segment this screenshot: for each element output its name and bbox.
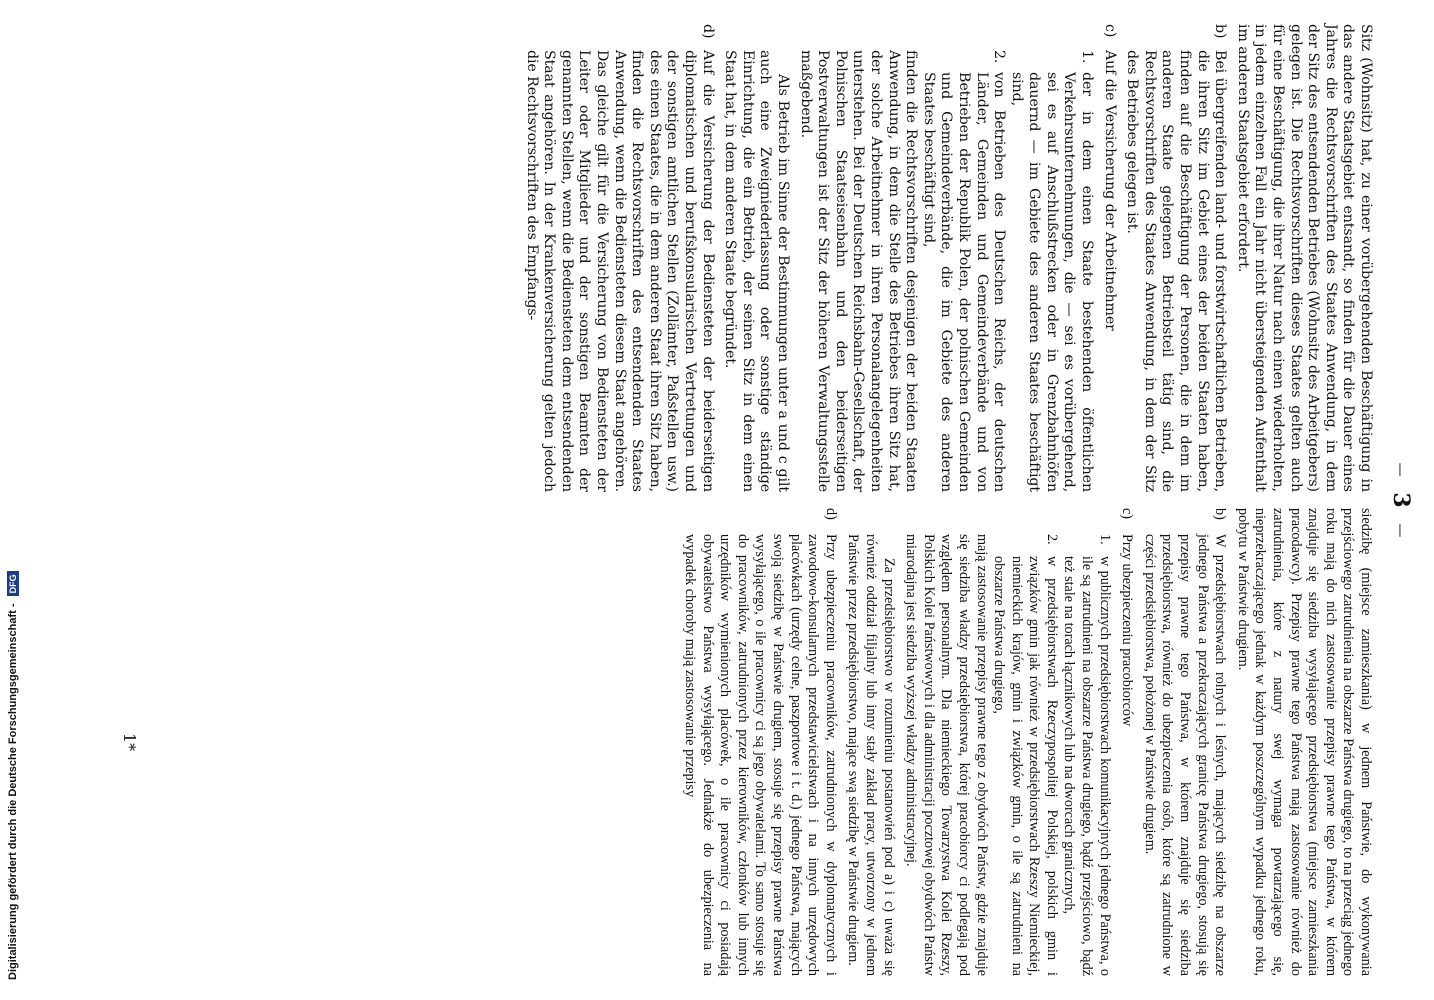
page-number	[1388, 0, 1414, 1000]
german-c2-mark: 2.	[991, 50, 1008, 64]
polish-column	[675, 508, 1374, 976]
page-number-dash-right: —	[1392, 523, 1408, 538]
polish-section-c-text: Przy ubezpieczeniu pracobiorców	[1119, 534, 1136, 727]
digitization-footer-line	[7, 571, 19, 980]
german-section-c-item-1	[1007, 50, 1095, 492]
german-section-b-text: Bei übergreifenden land- und forstwirtschaftlichen Betrieben, die ihren Sitz im Gebiet eines der beiden Staaten haben, finden auf die Beschäftigung der Personen, die in dem im anderen Staate gelegenen Betriebsteil tätig sind, die Rechtsvorschriften des Staates Anwendung, in dem der Sitz des Betriebes gelegen ist.	[1124, 50, 1229, 492]
german-c2-text: von Betrieben des Deutschen Reichs, der deutschen Länder, Gemeinden und Gemeindeverbände und von Betrieben der Republik Polen, der polnischen Gemeinden und Gemeindeverbände, die im Gebiete des anderen Staates beschäftigt sind,	[920, 72, 1008, 492]
polish-section-c-item-1	[1060, 534, 1113, 976]
polish-c1-mark: 1.	[1096, 534, 1113, 545]
german-section-b-mark: b)	[1212, 24, 1229, 39]
german-section-c-note: Als Betrieb im Sinne der Bestimmungen unter a und c gilt auch eine Zweigniederlassung oder sonstige ständige Einrichtung, die ein Betrieb, der seinen Sitz in dem einen Staat hat, in dem anderen Staate begründet.	[722, 50, 791, 492]
german-column	[517, 24, 1374, 492]
polish-section-d	[680, 508, 838, 976]
page-number-dash-left: —	[1392, 462, 1408, 477]
signature-mark: 1*	[120, 732, 139, 752]
polish-intro-paragraph: siedzibę (miejsce zamieszkania) w jednem Państwie, do wykonywania przejściowego zatrudnienia na obszarze Państwa drugiego, to na przeciąg jednego roku mają do nich zastosowanie przepisy prawne tego Państwa, w którem znajduje się siedziba wysyłającego przedsiębiorstwa (miejsce zamieszkania pracodawcy). Przepisy prawne tego Państwa mają zastosowanie również do zatrudnienia, które z natury swej wymaga powtarzającego się, nieprzekraczającego jednak w każdym poszczególnym wypadku jednego roku, pobytu w Państwie drugiem.	[1234, 508, 1374, 976]
polish-section-c-mark: c)	[1119, 508, 1136, 520]
german-intro-paragraph: Sitz (Wohnsitz) hat, zu einer vorübergehenden Beschäftigung in das andere Staatsgebiet entsandt, so finden für die Dauer eines Jahres die Rechtsvorschriften des Staates Anwendung, in dem der Sitz des entsendenden Betriebes (Wohnsitz des Arbeitgebers) gelegen ist. Die Rechtsvorschriften dieses Staates gelten auch für eine Beschäftigung, die ihrer Natur nach einen wiederholten, in jedem einzelnen Fall ein Jahr nicht übersteigenden Aufenthalt im anderen Staatsgebiet erfordert.	[1234, 24, 1374, 492]
german-section-c-continuation: finden die Rechtsvorschriften desjenigen der beiden Staaten Anwendung, in dem die Stelle des Betriebes ihren Sitz hat, der solche Arbeitnehmer in ihren Personalangelegenheiten unterstehen. Bei der Deutschen Reichsbahn-Gesellschaft, der Polnischen Staatseisenbahn und den beiderseitigen Postverwaltungen ist der Sitz der höheren Verwaltungsstelle maßgebend.	[797, 50, 920, 492]
polish-section-d-mark: d)	[822, 508, 839, 520]
german-section-d-text: Auf die Versicherung der Bediensteten der beiderseitigen diplomatischen und berufskonsularischen Vertretungen und der sonstigen amtlichen Stellen (Zollämter, Paßstellen usw.) des einen Staates, die in dem anderen Staat ihren Sitz haben, finden die Rechtsvorschriften des entsendenden Staates Anwendung, wenn die Bediensteten diesem Staat angehören. Das gleiche gilt für die Versicherung von Bediensteten der Leiter oder Mitglieder und der sonstigen Beamten der genannten Stellen, wenn die Bediensteten dem entsendenden Staat angehören. In der Krankenversicherung gelten jedoch die Rechtsvorschriften des Empfangs-	[523, 50, 716, 492]
polish-c1-text: w publicznych przedsiębiorstwach komunikacyjnych jednego Państwa, o ile są zatrudnieni na obszarze Państwa drugiego, bądź przejściowo, bądź też stale na torach łącznikowych lub na dworcach granicznych,	[1061, 556, 1113, 976]
polish-section-c-note: Za przedsiębiorstwo w rozumieniu postanowień pod a) i c) uważa się również oddział filjalny lub inny stały zakład pracy, utworzony w jednem Państwie przez przedsiębiorstwo, mające swą siedzibę w Państwie drugiem.	[845, 534, 897, 976]
german-section-b	[1123, 24, 1229, 492]
polish-section-b-text: W przedsiębiorstwach rolnych i leśnych, mających siedzibę na obszarze jednego Państwa a przekraczających granicę Państwa drugiego, stosują się przepisy prawne tego Państwa, w którem znajduje się siedziba przedsiębiorstwa, również do ubezpieczenia osób, które są zatrudnione w części przedsiębiorstwa, położonej w Państwie drugiem.	[1141, 534, 1229, 976]
polish-section-b-mark: b)	[1212, 508, 1229, 520]
german-section-c-item-2	[919, 50, 1007, 492]
page-number-value: 3	[1388, 492, 1414, 508]
german-c1-text: der in dem einen Staate bestehenden öffentlichen Verkehrsunternehmungen, die — sei es vorübergehend, sei es auf Anschlußstrecken oder in Grenzbahnhöfen dauernd — im Gebiete des anderen Staates beschäftigt sind,	[1008, 72, 1096, 492]
polish-section-c-item-2	[990, 534, 1060, 976]
polish-section-c	[1118, 508, 1136, 976]
german-section-c-mark: c)	[1101, 24, 1118, 38]
german-section-d	[522, 24, 716, 492]
digitization-footer-text: Digitalisierung gefördert durch die Deutsche Forschungsgemeinschaft -	[6, 603, 19, 980]
polish-section-c-continuation: mają zastosowanie przepisy prawne tego z obydwóch Państw, gdzie znajduje się siedziba władzy przedsiębiorstwa, której pracobiorcy ci podlegają pod względem personalnym. Dla niemieckiego Towarzystwa Kolei Rzeszy, Polskich Kolei Państwowych i dla administracji pocztowej obydwóch Państw miarodajna jest siedziba wyższej władzy administracyjnej.	[903, 534, 990, 976]
polish-section-b	[1140, 508, 1228, 976]
german-section-c	[1100, 24, 1118, 492]
polish-c2-mark: 2.	[1043, 534, 1060, 545]
dfg-logo: DFG	[7, 571, 19, 596]
polish-c2-text: w przedsiębiorstwach Rzeczypospolitej Polskiej, polskich gmin i związków gmin jak również w przedsiębiorstwach Rzeszy Niemieckiej, niemieckich krajów, gmin i związków gmin, o ile są zatrudnieni na obszarze Państwa drugiego,	[991, 556, 1060, 976]
polish-section-d-text: Przy ubezpieczeniu pracowników, zatrudnionych w dyplomatycznych i zawodowo-konsularnych przedstawicielstwach i na innych urzędowych placówkach (urzędy celne, paszportowe i t. d.) jednego Państwa, mających swoją siedzibę w Państwie drugiem, stosuje się przepisy prawne Państwa wysyłającego, o ile pracownicy ci są jego obywatelami. To samo stosuje się do pracowników, zatrudnionych przez kierowników, członków lub innych urzędników wymienionych placówek, o ile pracownicy ci posiadają obywatelstwo Państwa wysyłającego. Jednakże do ubezpieczenia na wypadek choroby mają zastosowanie przepisy	[682, 534, 839, 976]
german-section-d-mark: d)	[699, 24, 716, 39]
digitization-footer	[0, 2, 26, 992]
german-c1-mark: 1.	[1079, 50, 1096, 64]
german-section-c-text: Auf die Versicherung der Arbeitnehmer	[1101, 50, 1118, 331]
